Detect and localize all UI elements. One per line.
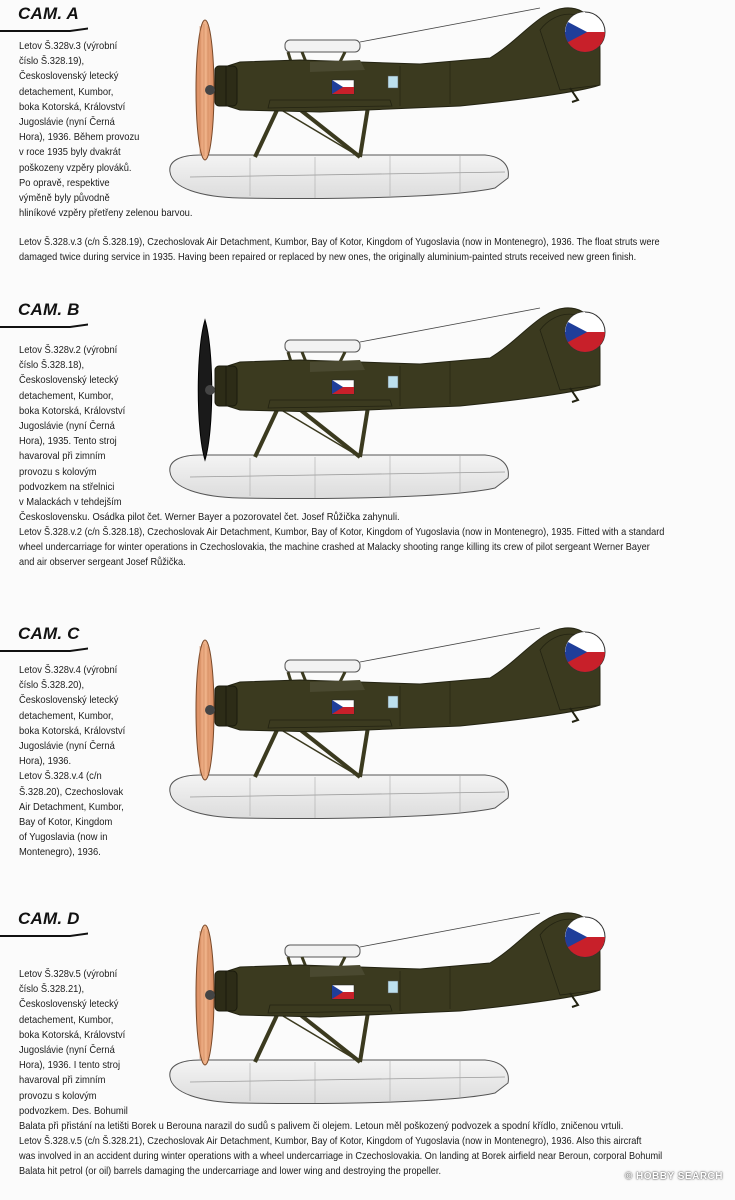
- caption-line: Letov Š.328.v.2 (c/n Š.328.18), Czechoslovak Air Detachment, Kumbor, Bay of Kotor, Kingdom of Yugoslavia (now in Montenegro), 1935. Fitted with a standard: [19, 527, 665, 538]
- caption-line: Bay of Kotor, Kingdom: [19, 817, 113, 829]
- caption-line: Montenegro), 1936.: [19, 847, 101, 859]
- caption-line: Letov Š.328.v.5 (c/n Š.328.21), Czechoslovak Air Detachment, Kumbor, Bay of Kotor, Kingdom of Yugoslavia (now in Montenegro), 1936. Also this aircraft: [19, 1136, 642, 1147]
- caption-line: Československý letecký: [19, 71, 119, 83]
- caption-line: and air observer sergeant Josef Růžička.: [19, 557, 186, 569]
- caption-line: výměně byly původně: [19, 193, 110, 205]
- caption-line: detachement, Kumbor,: [19, 390, 114, 402]
- caption-line: Jugoslávie (nyní Černá: [19, 741, 115, 753]
- caption-line: Československý letecký: [19, 695, 119, 707]
- caption-line: provozu s kolovým: [19, 466, 97, 478]
- caption-line: Hora), 1935. Tento stroj: [19, 436, 117, 448]
- caption-line: Letov Š.328v.5 (výrobní: [19, 969, 118, 980]
- caption-line: poškozeny vzpěry plováků.: [19, 162, 132, 174]
- aircraft-profile-b: [160, 300, 630, 530]
- caption-line: havaroval při zimním: [19, 1075, 106, 1087]
- caption-line: detachement, Kumbor,: [19, 1014, 114, 1026]
- caption-line: was involved in an accident during winter operations with a wheel undercarriage in Czechoslovakia. On landing at Borek airfield near Beroun, corporal Bohumil: [19, 1151, 663, 1163]
- caption-line: boka Kotorská, Království: [19, 725, 126, 737]
- caption-line: damaged twice during service in 1935. Having been repaired or replaced by new ones, the originally aluminium-painted struts received new green finish.: [19, 252, 637, 264]
- title-underline: [0, 30, 70, 32]
- caption-line: Hora), 1936. Během provozu: [19, 132, 140, 144]
- caption-line: podvozkem. Des. Bohumil: [19, 1105, 128, 1117]
- caption-line: Hora), 1936.: [19, 756, 72, 768]
- caption-line: Československý letecký: [19, 999, 119, 1011]
- caption-line: podvozkem na střelnici: [19, 481, 115, 493]
- caption-line: Jugoslávie (nyní Černá: [19, 117, 115, 129]
- caption-line: detachement, Kumbor,: [19, 710, 114, 722]
- section-title: CAM. A: [18, 4, 80, 23]
- caption-line: Letov Š.328v.4 (výrobní: [19, 665, 118, 676]
- caption-line: boka Kotorská, Království: [19, 1029, 126, 1041]
- caption-line: číslo Š.328.18),: [19, 360, 85, 372]
- caption-line: provozu s kolovým: [19, 1090, 97, 1102]
- title-underline: [0, 326, 70, 328]
- caption-line: Letov Š.328.v.3 (c/n Š.328.19), Czechoslovak Air Detachment, Kumbor, Bay of Kotor, Kingdom of Yugoslavia (now in Montenegro), 1936. The float struts were: [19, 237, 660, 248]
- caption-line: Po opravě, respektive: [19, 177, 110, 189]
- caption-line: Air Detachment, Kumbor,: [19, 801, 124, 813]
- aircraft-profile-c: [160, 620, 630, 850]
- caption-line: v Malackách v tehdejším: [19, 497, 122, 509]
- watermark: © HOBBY SEARCH: [624, 1171, 723, 1182]
- section-title: CAM. B: [18, 300, 80, 319]
- english-caption: [19, 525, 712, 571]
- title-underline: [0, 935, 70, 937]
- section-title: CAM. D: [18, 909, 80, 928]
- aircraft-profile-d: [160, 905, 630, 1135]
- english-caption: [19, 1134, 712, 1180]
- caption-line: Š.328.20), Czechoslovak: [19, 786, 124, 798]
- czech-caption: [19, 663, 125, 861]
- caption-line: Československu. Osádka pilot čet. Werner Bayer a pozorovatel čet. Josef Růžička zahynuli.: [19, 512, 400, 524]
- caption-line: v roce 1935 byly dvakrát: [19, 147, 121, 159]
- title-underline: [0, 650, 70, 652]
- caption-line: Hora), 1936. I tento stroj: [19, 1060, 121, 1072]
- caption-line: Letov Š.328.v.4 (c/n: [19, 771, 102, 783]
- section-title: CAM. C: [18, 624, 80, 643]
- caption-line: boka Kotorská, Království: [19, 405, 126, 417]
- caption-line: boka Kotorská, Království: [19, 101, 126, 113]
- caption-line: Československý letecký: [19, 375, 119, 387]
- caption-line: Jugoslávie (nyní Černá: [19, 421, 115, 433]
- camo-section-a: [0, 0, 735, 300]
- caption-line: Letov Š.328v.3 (výrobní: [19, 41, 118, 52]
- caption-line: číslo Š.328.21),: [19, 984, 85, 996]
- caption-line: detachement, Kumbor,: [19, 86, 114, 98]
- caption-line: Balata hit petrol (or oil) barrels damaging the undercarriage and lower wing and destroying the propeller.: [19, 1166, 442, 1178]
- caption-line: číslo Š.328.20),: [19, 680, 85, 692]
- aircraft-profile-a: [160, 0, 630, 230]
- camo-section-b: [0, 300, 735, 600]
- caption-line: of Yugoslavia (now in: [19, 832, 108, 844]
- caption-line: havaroval při zimním: [19, 451, 106, 463]
- caption-line: Jugoslávie (nyní Černá: [19, 1045, 115, 1057]
- camo-section-c: [0, 620, 735, 900]
- caption-line: číslo Š.328.19),: [19, 56, 85, 68]
- english-caption: [19, 235, 712, 265]
- caption-line: hliníkové vzpěry přetřeny zelenou barvou.: [19, 208, 193, 220]
- camo-section-d: [0, 905, 735, 1200]
- caption-line: wheel undercarriage for winter operations in Czechoslovakia, the machine crashed at Malacky shooting range killing its crew of pilot sergeant Werner Bayer: [19, 542, 650, 554]
- caption-line: Letov Š.328v.2 (výrobní: [19, 345, 118, 356]
- caption-line: Balata při přistání na letišti Borek u Berouna narazil do sudů s palivem či olejem. Letoun měl poškozený podvozek a spodní křídlo, zničenou vrtuli.: [19, 1121, 624, 1133]
